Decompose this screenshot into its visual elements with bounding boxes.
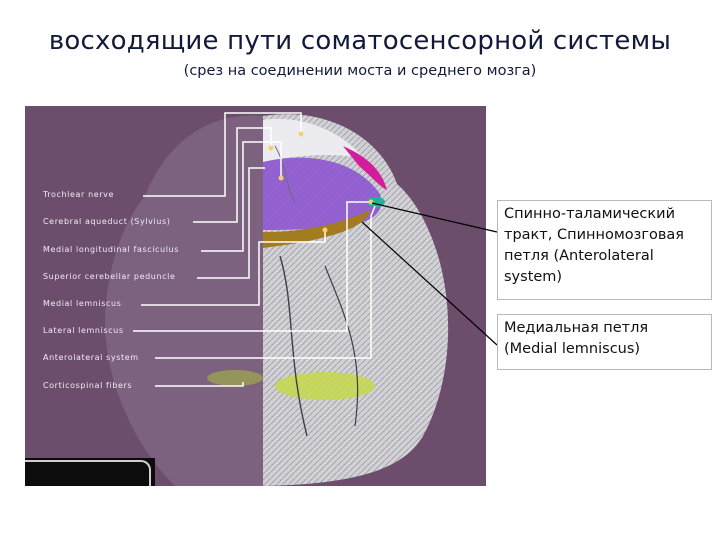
brainstem-section-image bbox=[25, 106, 486, 486]
label-medial-lemniscus: Medial lemniscus bbox=[43, 299, 122, 308]
label-cerebral-aqueduct: Cerebral aqueduct (Sylvius) bbox=[43, 217, 171, 226]
label-superior-cerebellar-peduncle: Superior cerebellar peduncle bbox=[43, 272, 176, 281]
faded-section-half bbox=[105, 116, 263, 486]
brainstem-section-figure bbox=[25, 106, 486, 486]
callout-spinothalamic-tract: Спинно-таламический тракт, Спинномозговая петля (Anterolateral system) bbox=[497, 200, 712, 300]
slide-title: восходящие пути соматосенсорной системы bbox=[48, 26, 672, 56]
monitor-corner bbox=[25, 458, 155, 486]
green-tract-faded bbox=[207, 370, 263, 386]
label-trochlear-nerve: Trochlear nerve bbox=[43, 190, 115, 199]
slide-subtitle: (срез на соединении моста и среднего мозга) bbox=[183, 63, 537, 79]
green-tract bbox=[275, 372, 375, 400]
label-corticospinal-fibers: Corticospinal fibers bbox=[43, 381, 133, 390]
callout-medial-lemniscus: Медиальная петля (Medial lemniscus) bbox=[497, 314, 712, 370]
label-medial-longitudinal-fasciculus: Medial longitudinal fasciculus bbox=[43, 245, 179, 254]
label-lateral-lemniscus: Lateral lemniscus bbox=[43, 326, 124, 335]
label-anterolateral-system: Anterolateral system bbox=[43, 353, 139, 362]
